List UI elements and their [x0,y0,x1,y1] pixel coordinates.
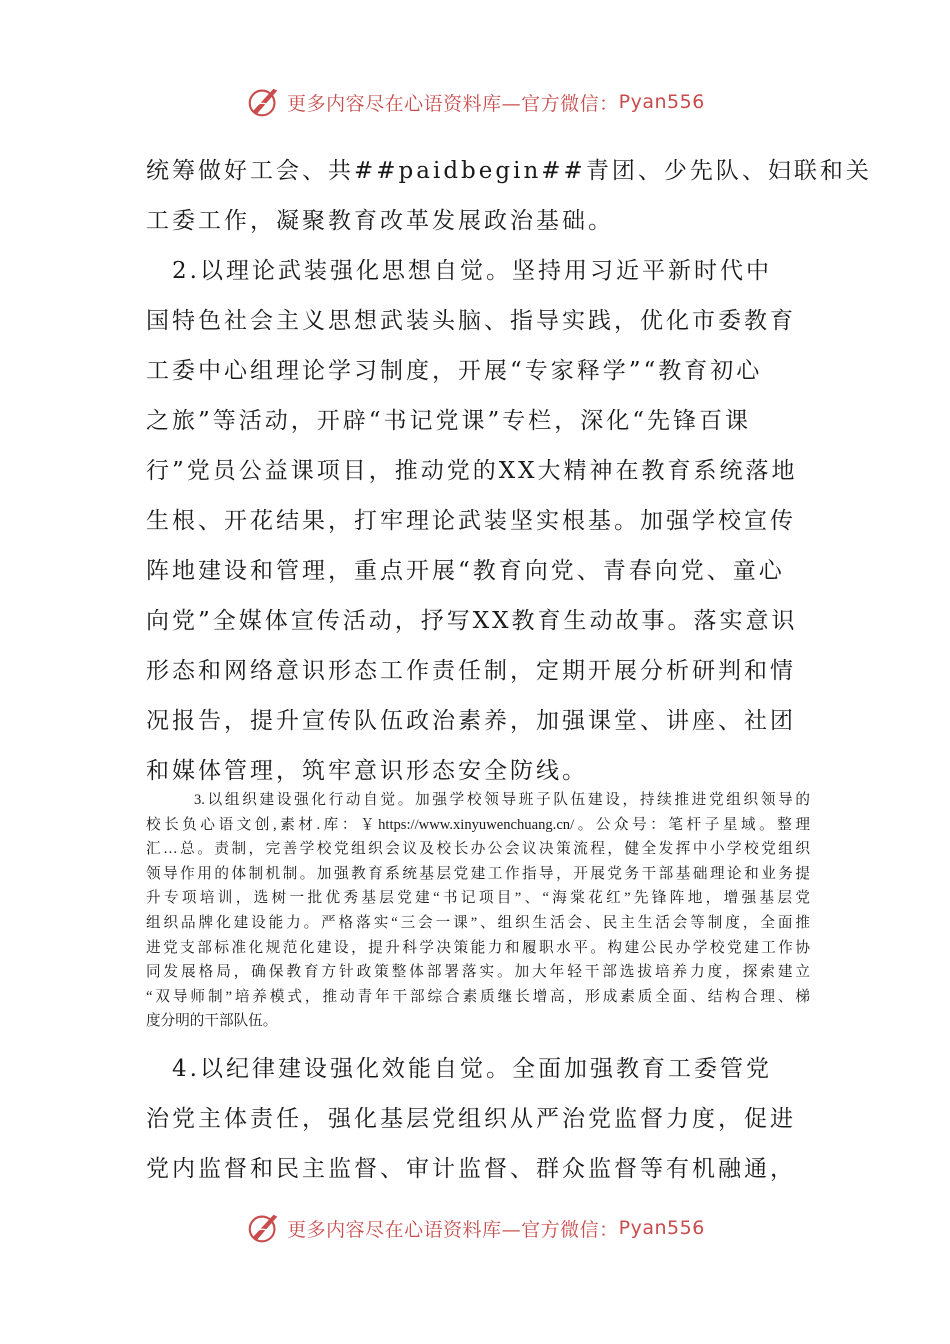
text-line: 形态和网络意识形态工作责任制，定期开展分析研判和情 [146,658,796,684]
text-line: 升专项培训，选树一批优秀基层党建“书记项目”、“海棠花红”先锋阵地，增强基层党 [146,890,810,907]
text-line: 阵地建设和管理，重点开展“教育向党、青春向党、童心 [146,558,785,584]
quill-logo-icon [245,83,283,121]
paragraph-2 [146,246,808,796]
text-line: 进党支部标准化规范化建设，提升科学决策能力和履职水平。构建公民办学校党建工作协 [146,939,810,956]
text-line: 向党”全媒体宣传活动，抒写XX教育生动故事。落实意识 [146,608,798,634]
text-line: 组织品牌化建设能力。严格落实“三会一课”、组织生活会、民主生活会等制度，全面推 [146,914,810,931]
text-line: 国特色社会主义思想武装头脑、指导实践，优化市委教育 [146,308,796,334]
text-line: 行”党员公益课项目，推动党的XX大精神在教育系统落地 [146,458,798,484]
paragraph-4 [146,1044,808,1194]
banner-text: 更多内容尽在心语资料库—官方微信： [287,1218,619,1241]
text-line: 3.以组织建设强化行动自觉。加强学校领导班子队伍建设，持续推进党组织领导的 [194,792,810,808]
text-line: 统筹做好工会、共##paidbegin##青团、少先队、妇联和关 [146,158,872,184]
banner-text: 更多内容尽在心语资料库—官方微信： [287,92,619,115]
text-line: 党内监督和民主监督、审计监督、群众监督等有机融通， [146,1156,796,1182]
footer-banner [0,1206,950,1250]
banner-wechat-id: Pyan556 [618,1217,705,1239]
paragraph-1 [146,146,872,246]
text-line: 同发展格局，确保教育方针政策整体部署落实。加大年轻干部选拔培养力度，探索建立 [146,964,810,981]
text-line: 2.以理论武装强化思想自觉。坚持用习近平新时代中 [146,258,772,284]
banner-wechat-id: Pyan556 [618,91,705,113]
text-line: “双导师制”培养模式，推动青年干部综合素质继长增高，形成素质全面、结构合理、梯 [146,988,810,1005]
text-line: 工委中心组理论学习制度，开展“专家释学”“教育初心 [146,358,763,384]
paragraph-3 [146,788,810,1034]
header-banner [0,80,950,124]
quill-logo-icon [245,1209,283,1247]
text-line: 况报告，提升宣传队伍政治素养，加强课堂、讲座、社团 [146,708,796,734]
text-line: 工委工作，凝聚教育改革发展政治基础。 [146,208,614,234]
text-line: 汇…总。责制，完善学校党组织会议及校长办公会议决策流程，健全发挥中小学校党组织 [146,841,810,858]
text-line: 生根、开花结果，打牢理论武装坚实根基。加强学校宣传 [146,508,796,534]
text-line: 和媒体管理，筑牢意识形态安全防线。 [146,758,588,784]
text-line: 领导作用的体制机制。加强教育系统基层党建工作指导，开展党务干部基础理论和业务提 [146,865,810,882]
text-line: 校长负心语文创,素材.库：￥https://www.xinyuwenchuang.cn/。公众号：笔杆子星域。整理 [146,816,810,833]
text-line: 之旅”等活动，开辟“书记党课”专栏，深化“先锋百课 [146,408,752,434]
text-line: 治党主体责任，强化基层党组织从严治党监督力度，促进 [146,1106,796,1132]
text-line: 4.以纪律建设强化效能自觉。全面加强教育工委管党 [146,1056,772,1082]
text-line: 度分明的干部队伍。 [146,1013,278,1030]
